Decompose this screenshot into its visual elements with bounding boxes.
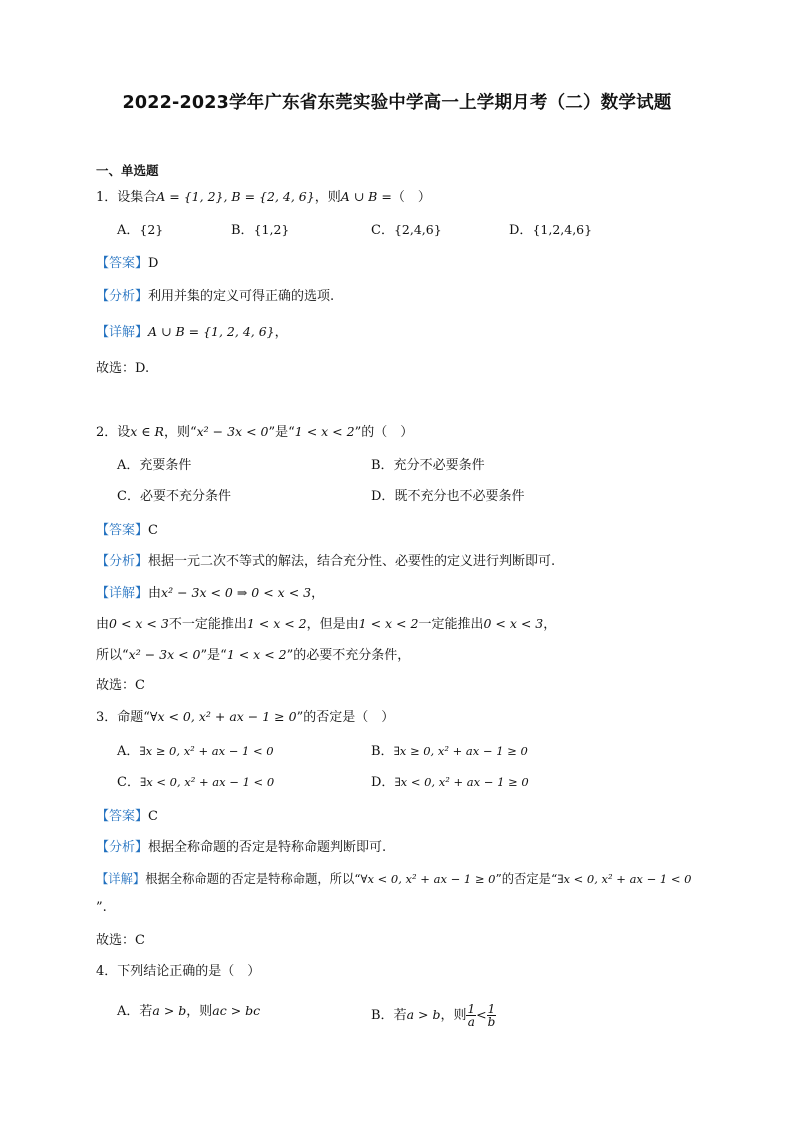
math-expression: 0 < x < 3 xyxy=(109,616,169,631)
answer-value: C xyxy=(148,809,158,824)
math-expression: ∃x < 0, x² + ax − 1 < 0 xyxy=(557,872,692,886)
option-d xyxy=(371,774,529,791)
fraction xyxy=(466,1003,476,1028)
option-b xyxy=(371,743,528,760)
detail-text: 一定能推出 xyxy=(418,617,484,632)
detail-text: 所以“ xyxy=(96,648,129,663)
math-expression: 1 < x < 2 xyxy=(358,616,419,631)
detail-tag: 【详解】 xyxy=(96,872,146,886)
option-text: 若 xyxy=(139,1004,153,1019)
math-expression: x² − 3x < 0 xyxy=(196,424,269,439)
math-expression: 1 < x < 2 xyxy=(226,647,287,662)
option-d xyxy=(371,489,524,505)
option-a xyxy=(117,222,163,239)
math-expression: x² − 3x < 0 ⇒ 0 < x < 3 xyxy=(161,585,312,600)
question-2-stem xyxy=(96,424,413,441)
option-label: C． xyxy=(117,775,140,790)
option-text: ，则 xyxy=(440,1008,467,1023)
option-label: B． xyxy=(371,744,394,759)
fraction-denominator: a xyxy=(467,1015,475,1029)
answer-row xyxy=(96,809,158,825)
option-value: {1,2,4,6} xyxy=(532,222,593,237)
detail-line xyxy=(96,616,556,633)
question-text: ，则 xyxy=(314,190,341,205)
detail-text: ， xyxy=(274,325,288,340)
detail-text: ”的否定是“ xyxy=(495,872,558,886)
math-expression: 1 < x < 2 xyxy=(294,424,355,439)
math-expression: A ∪ B = {1, 2, 4, 6} xyxy=(148,324,275,339)
math-expression: x ∈ R xyxy=(130,424,164,439)
detail-text: ，但是由 xyxy=(306,617,359,632)
option-value: {1,2} xyxy=(253,222,290,237)
option-d xyxy=(509,222,592,239)
analysis-tag: 【分析】 xyxy=(96,289,149,304)
option-label: D． xyxy=(371,775,395,790)
detail-line xyxy=(96,647,410,664)
option-text: 充分不必要条件 xyxy=(393,458,485,473)
option-a xyxy=(117,1003,260,1020)
detail-row xyxy=(96,324,288,341)
math-expression: ac > bc xyxy=(212,1003,261,1018)
detail-text: ”的必要不充分条件， xyxy=(286,648,411,663)
option-label: A． xyxy=(117,458,140,473)
option-label: C． xyxy=(371,223,394,238)
option-c xyxy=(117,774,274,791)
detail-text: ， xyxy=(311,586,325,601)
question-1-stem xyxy=(96,189,431,206)
question-text: ”的否定是（ ） xyxy=(296,710,395,725)
option-a xyxy=(117,743,274,760)
question-text: ”是“ xyxy=(268,425,295,440)
detail-text: 根据全称命题的否定是特称命题，所以“ xyxy=(145,872,361,886)
option-b xyxy=(371,458,485,474)
answer-row xyxy=(96,523,158,539)
math-expression: 1 < x < 2 xyxy=(246,616,307,631)
math-expression: ∃x < 0, x² + ax − 1 < 0 xyxy=(139,775,275,789)
answer-value: D xyxy=(148,256,159,271)
analysis-tag: 【分析】 xyxy=(96,554,149,569)
conclusion: 故选：D. xyxy=(96,361,150,376)
question-text: （ ） xyxy=(391,190,431,205)
option-label: A． xyxy=(117,1004,140,1019)
detail-row xyxy=(96,871,691,887)
math-expression: A ∪ B = xyxy=(340,189,392,204)
conclusion: 故选：C xyxy=(96,933,145,948)
option-label: D． xyxy=(371,489,395,504)
math-expression: ∃x ≥ 0, x² + ax − 1 < 0 xyxy=(139,744,274,758)
relation-symbol: < xyxy=(476,1007,487,1022)
option-label: B． xyxy=(231,223,254,238)
detail-text: 不一定能推出 xyxy=(168,617,247,632)
math-expression: ∃x < 0, x² + ax − 1 ≥ 0 xyxy=(394,775,529,789)
answer-tag: 【答案】 xyxy=(96,523,149,538)
fraction-denominator: b xyxy=(487,1015,496,1029)
detail-text: ， xyxy=(543,617,557,632)
option-b xyxy=(371,1003,496,1028)
detail-tag: 【详解】 xyxy=(96,325,149,340)
option-text: 必要不充分条件 xyxy=(139,489,231,504)
analysis-row xyxy=(96,289,334,305)
option-label: D． xyxy=(509,223,533,238)
option-label: A． xyxy=(117,744,140,759)
detail-wrap: ”. xyxy=(96,900,107,915)
math-expression: 0 < x < 3 xyxy=(483,616,544,631)
analysis-text: 根据全称命题的否定是特称命题判断即可. xyxy=(148,840,387,855)
detail-text: ”是“ xyxy=(200,648,227,663)
analysis-row xyxy=(96,554,555,570)
answer-tag: 【答案】 xyxy=(96,809,149,824)
option-c xyxy=(117,489,231,505)
option-text: 充要条件 xyxy=(139,458,192,473)
math-expression: ∃x ≥ 0, x² + ax − 1 ≥ 0 xyxy=(393,744,528,758)
question-text: 3．命题“ xyxy=(96,710,150,725)
conclusion: 故选：C xyxy=(96,678,145,693)
question-text: ”的（ ） xyxy=(354,425,414,440)
analysis-tag: 【分析】 xyxy=(96,840,149,855)
detail-tag: 【详解】 xyxy=(96,586,149,601)
question-3-stem xyxy=(96,709,394,726)
question-text: ，则“ xyxy=(163,425,197,440)
detail-text: 由 xyxy=(148,586,162,601)
option-label: B． xyxy=(371,1008,394,1023)
analysis-row xyxy=(96,840,386,856)
fraction-numerator: 1 xyxy=(487,1002,496,1016)
option-text: 若 xyxy=(393,1008,407,1023)
document-title: 2022-2023学年广东省东莞实验中学高一上学期月考（二）数学试题 xyxy=(122,93,672,113)
option-text: 既不充分也不必要条件 xyxy=(394,489,525,504)
option-value: {2,4,6} xyxy=(393,222,442,237)
math-expression: A = {1, 2}, B = {2, 4, 6} xyxy=(156,189,315,204)
math-expression: ∀x < 0, x² + ax − 1 ≥ 0 xyxy=(149,709,297,724)
fraction-numerator: 1 xyxy=(467,1002,476,1016)
option-c xyxy=(371,222,442,239)
option-b xyxy=(231,222,289,239)
option-value: {2} xyxy=(139,222,164,237)
answer-row xyxy=(96,256,158,272)
detail-text: 由 xyxy=(96,617,110,632)
section-heading: 一、单选题 xyxy=(96,163,159,178)
question-text: 2．设 xyxy=(96,425,131,440)
answer-value: C xyxy=(148,523,158,538)
fraction xyxy=(487,1003,497,1028)
math-expression: a > b xyxy=(152,1003,187,1018)
analysis-text: 根据一元二次不等式的解法，结合充分性、必要性的定义进行判断即可. xyxy=(148,554,556,569)
option-text: ，则 xyxy=(186,1004,213,1019)
math-expression: x² − 3x < 0 xyxy=(128,647,201,662)
question-text: 1．设集合 xyxy=(96,190,157,205)
option-label: A． xyxy=(117,223,140,238)
question-4-stem: 4．下列结论正确的是（ ） xyxy=(96,964,261,979)
option-label: C． xyxy=(117,489,140,504)
detail-row xyxy=(96,585,324,602)
math-expression: a > b xyxy=(406,1007,441,1022)
analysis-text: 利用并集的定义可得正确的选项. xyxy=(148,289,335,304)
option-a xyxy=(117,458,191,474)
math-expression: ∀x < 0, x² + ax − 1 ≥ 0 xyxy=(360,872,496,886)
option-label: B． xyxy=(371,458,394,473)
answer-tag: 【答案】 xyxy=(96,256,149,271)
